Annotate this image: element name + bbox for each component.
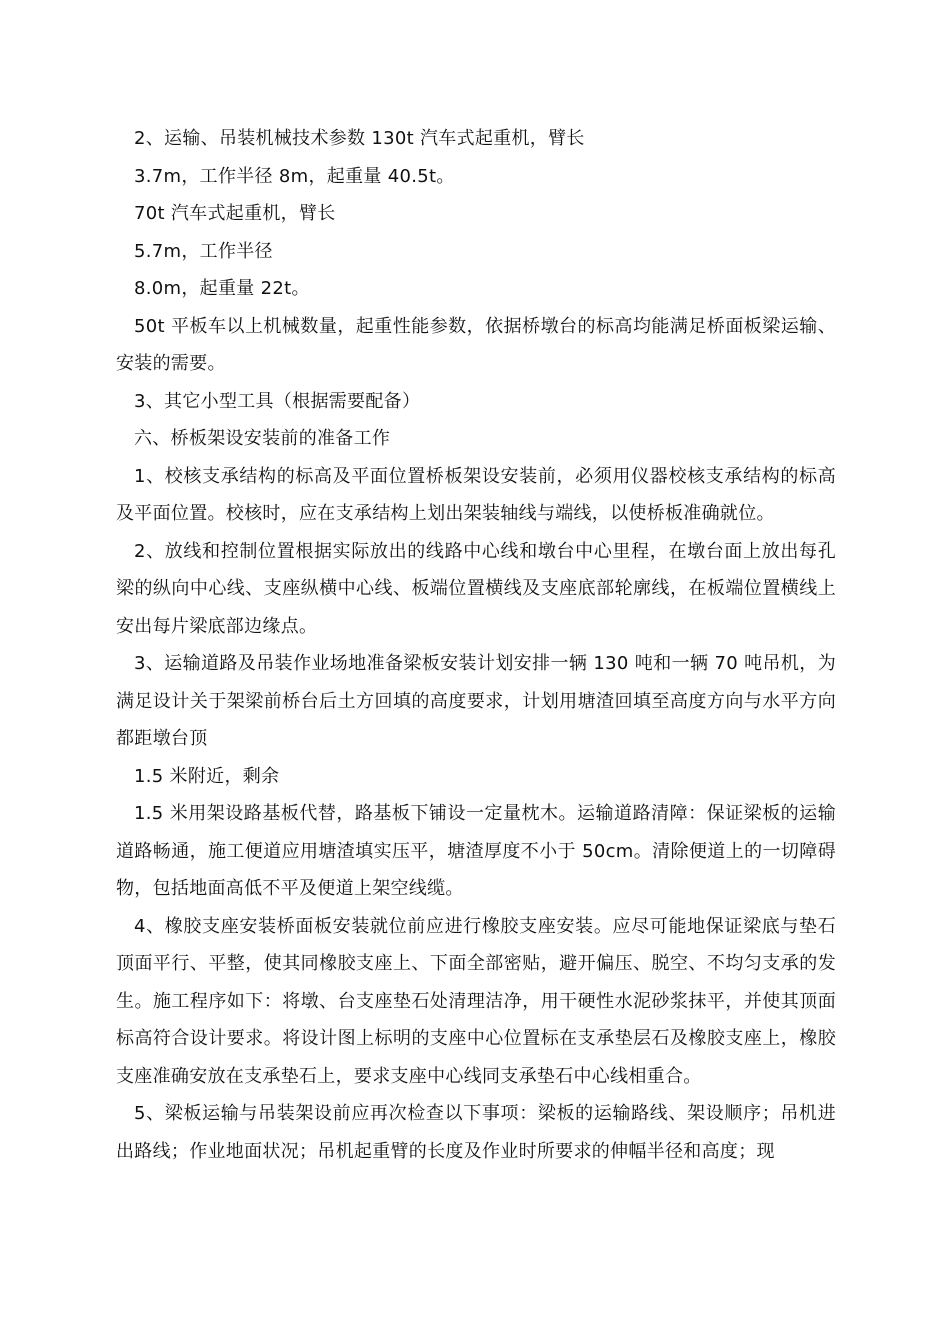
paragraph-small-tools: 3、其它小型工具（根据需要配备） [134, 390, 421, 412]
paragraph-crane-70t-load: 8.0m，起重量 22t。 [134, 278, 310, 299]
paragraph-layout-control: 2、放线和控制位置根据实际放出的线路中心线和墩台中心里程，在墩台面上放出每孔梁的纵向中心线、支座纵横中心线、板端位置横线及支座底部轮廓线，在板端位置横线上安出每片梁底部边缘点。 [116, 540, 836, 637]
paragraph-crane-130t-specs: 3.7m，工作半径 8m，起重量 40.5t。 [134, 165, 455, 187]
paragraph-verify-support: 1、校核支承结构的标高及平面位置桥板架设安装前，必须用仪器校核支承结构的标高及平面位置。校核时，应在支承结构上划出架装轴线与端线，以使桥板准确就位。 [116, 465, 836, 524]
paragraph-rubber-bearing: 4、橡胶支座安装桥面板安装就位前应进行橡胶支座安装。应尽可能地保证梁底与垫石顶面平行、平整，使其同橡胶支座上、下面全部密贴，避开偏压、脱空、不均匀支承的发生。施工程序如下：将墩、台支座垫石处清理洁净，用干硬性水泥砂浆抹平，并使其顶面标高符合设计要求。将设计图上标明的支座中心位置标在支承垫层石及橡胶支座上，橡胶支座准确安放在支承垫石上，要求支座中心线同支承垫石中心线相重合。 [116, 915, 836, 1087]
paragraph-crane-70t-radius: 5.7m，工作半径 [134, 240, 273, 262]
paragraph-flatbed-truck: 50t 平板车以上机械数量，起重性能参数，依据桥墩台的标高均能满足桥面板梁运输、安装的需要。 [116, 315, 836, 374]
paragraph-crane-130t: 2、运输、吊装机械技术参数 130t 汽车式起重机，臂长 [134, 128, 585, 149]
paragraph-transport-road-cont1: 1.5 米附近，剩余 [134, 765, 280, 787]
paragraph-crane-70t: 70t 汽车式起重机，臂长 [134, 203, 336, 224]
paragraph-inspection: 5、梁板运输与吊装架设前应再次检查以下事项：梁板的运输路线、架设顺序；吊机进出路线；作业地面状况；吊机起重臂的长度及作业时所要求的伸幅半径和高度；现 [116, 1103, 836, 1162]
paragraph-transport-road-cont2: 1.5 米用架设路基板代替，路基板下铺设一定量枕木。运输道路清障：保证梁板的运输道路畅通，施工便道应用塘渣填实压平，塘渣厚度不小于 50cm。清除便道上的一切障碍物，包括地面高低不平及便道上架空线缆。 [116, 803, 836, 899]
paragraph-transport-road: 3、运输道路及吊装作业场地准备梁板安装计划安排一辆 130 吨和一辆 70 吨吊机，为满足设计关于架梁前桥台后土方回填的高度要求，计划用塘渣回填至高度方向与水平方向都距墩台顶 [116, 653, 836, 749]
section-heading-preparation: 六、桥板架设安装前的准备工作 [134, 428, 391, 449]
document-body [116, 120, 836, 1170]
